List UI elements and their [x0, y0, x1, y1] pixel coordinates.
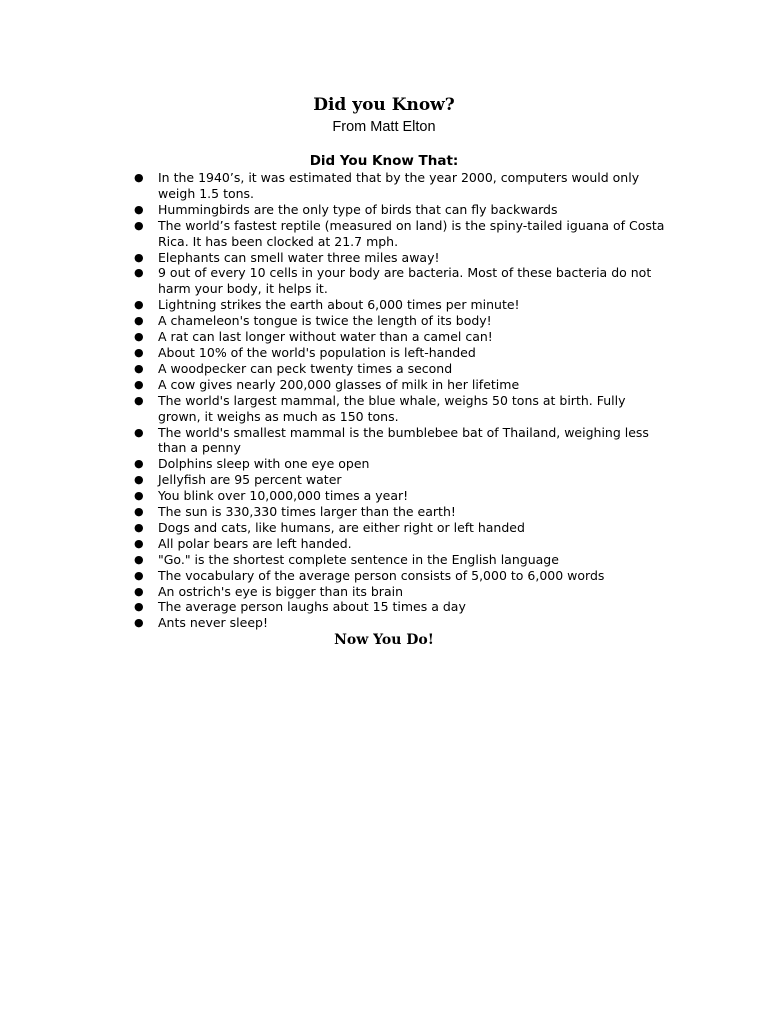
fact-text: An ostrich's eye is bigger than its brain	[158, 583, 403, 599]
section-heading: Did You Know That:	[309, 153, 459, 169]
closing-heading: Now You Do!	[334, 632, 434, 648]
bullet-icon: ●	[134, 568, 144, 582]
bullet-icon: ●	[134, 616, 144, 630]
bullet-icon: ●	[134, 600, 144, 614]
list-item	[132, 361, 672, 377]
fact-text: The average person laughs about 15 times a day	[158, 599, 466, 615]
list-item	[132, 297, 672, 313]
fact-text: The sun is 330,330 times larger than the earth!	[158, 504, 456, 520]
bullet-icon: ●	[134, 520, 144, 534]
facts-list	[132, 170, 672, 631]
fact-text: Hummingbirds are the only type of birds that can fly backwards	[158, 201, 558, 217]
fact-text: A rat can last longer without water than a camel can!	[158, 329, 493, 345]
fact-text: The world's smallest mammal is the bumblebee bat of Thailand, weighing less than a penny	[158, 424, 649, 456]
bullet-icon: ●	[134, 171, 144, 184]
bullet-icon: ●	[134, 393, 144, 407]
fact-text: Dogs and cats, like humans, are either right or left handed	[158, 519, 525, 535]
list-item	[132, 393, 672, 425]
bullet-icon: ●	[134, 361, 144, 375]
list-item	[132, 568, 672, 584]
fact-text: A chameleon's tongue is twice the length of its body!	[158, 313, 492, 329]
bullet-icon: ●	[134, 473, 144, 487]
list-item	[132, 265, 672, 297]
fact-text: The vocabulary of the average person consists of 5,000 to 6,000 words	[158, 567, 605, 583]
bullet-icon: ●	[134, 489, 144, 503]
bullet-icon: ●	[134, 377, 144, 391]
bullet-icon: ●	[134, 345, 144, 359]
list-item	[132, 345, 672, 361]
fact-text: A woodpecker can peck twenty times a second	[158, 360, 453, 376]
bullet-icon: ●	[134, 536, 144, 550]
list-item	[132, 377, 672, 393]
fact-text: "Go." is the shortest complete sentence in the English language	[158, 551, 559, 567]
fact-text: A cow gives nearly 200,000 glasses of milk in her lifetime	[158, 376, 520, 392]
fact-text: Elephants can smell water three miles away!	[158, 249, 440, 265]
list-item	[132, 202, 672, 218]
bullet-icon: ●	[134, 314, 144, 328]
list-item	[132, 472, 672, 488]
bullet-icon: ●	[134, 505, 144, 519]
list-item	[132, 584, 672, 600]
fact-text: The world's largest mammal, the blue whale, weighs 50 tons at birth. Fully grown, it weighs as much as 150 tons.	[158, 392, 626, 424]
bullet-icon: ●	[134, 584, 144, 598]
bullet-icon: ●	[134, 298, 144, 312]
bullet-icon: ●	[134, 425, 144, 439]
list-item	[132, 504, 672, 520]
author-line: From Matt Elton	[332, 119, 436, 135]
list-item	[132, 170, 672, 202]
bullet-icon: ●	[134, 552, 144, 566]
fact-text: 9 out of every 10 cells in your body are bacteria. Most of these bacteria do not harm your body, it helps it.	[158, 265, 652, 297]
bullet-icon: ●	[134, 266, 144, 280]
list-item	[132, 329, 672, 345]
list-item	[132, 218, 672, 250]
fact-text: Lightning strikes the earth about 6,000 times per minute!	[158, 297, 520, 313]
list-item	[132, 520, 672, 536]
fact-text: The world’s fastest reptile (measured on land) is the spiny-tailed iguana of Costa Rica. It has been clocked at 21.7 mph.	[158, 217, 665, 249]
list-item	[132, 536, 672, 552]
fact-text: Ants never sleep!	[158, 615, 268, 631]
list-item	[132, 250, 672, 266]
bullet-icon: ●	[134, 250, 144, 264]
list-item	[132, 599, 672, 615]
list-item	[132, 456, 672, 472]
list-item	[132, 313, 672, 329]
fact-text: Jellyfish are 95 percent water	[158, 472, 342, 488]
page-title: Did you Know?	[313, 95, 455, 115]
list-item	[132, 552, 672, 568]
list-item	[132, 615, 672, 631]
bullet-icon: ●	[134, 218, 144, 232]
fact-text: All polar bears are left handed.	[158, 535, 352, 551]
fact-text: About 10% of the world's population is left-handed	[158, 344, 476, 360]
list-item	[132, 425, 672, 457]
fact-text: In the 1940’s, it was estimated that by the year 2000, computers would only weigh 1.5 tons.	[158, 170, 640, 201]
fact-text: Dolphins sleep with one eye open	[158, 456, 370, 472]
bullet-icon: ●	[134, 202, 144, 216]
fact-text: You blink over 10,000,000 times a year!	[158, 488, 409, 504]
bullet-icon: ●	[134, 457, 144, 471]
bullet-icon: ●	[134, 330, 144, 344]
list-item	[132, 488, 672, 504]
